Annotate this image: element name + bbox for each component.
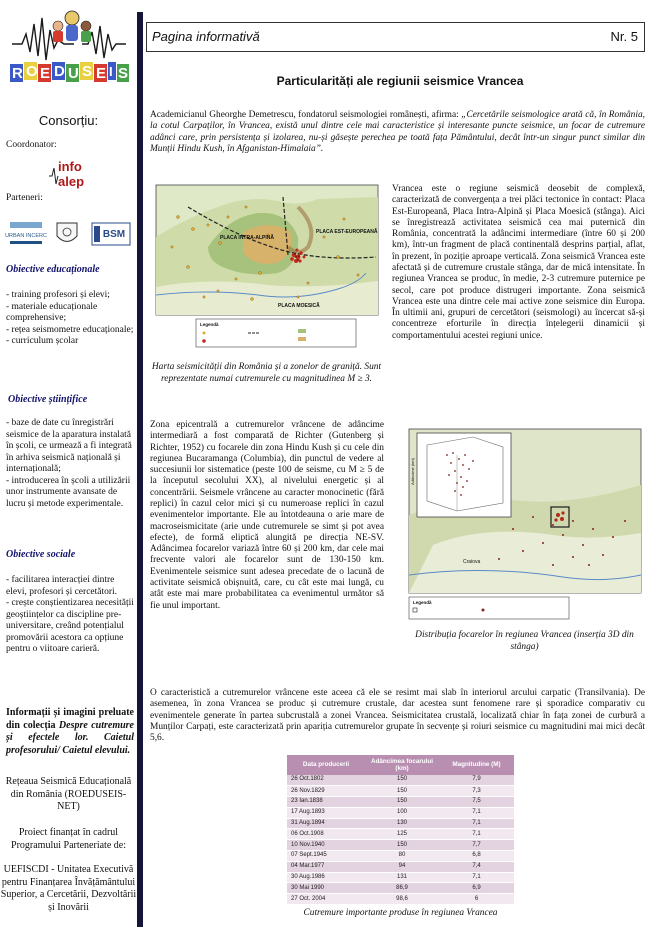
svg-text:O: O (26, 63, 38, 80)
cell-magnitude: 7,1 (439, 818, 514, 829)
educational-objectives-list: - training profesori și elevi; - materiale educaționale comprehensive; - rețea seismometre educaționale; - curriculum școlar (6, 290, 134, 347)
label-east-european-plate: PLACA EST-EUROPEANĂ (316, 229, 378, 235)
partners-label: Parteneri: (6, 193, 43, 203)
cell-magnitude: 7,9 (439, 775, 514, 786)
issue-number: Nr. 5 (610, 29, 638, 44)
logo-word: alep (58, 174, 85, 189)
educational-objectives-heading: Obiective educaționale (6, 264, 100, 275)
cell-magnitude: 6,8 (439, 851, 514, 862)
column-header-magnitude: Magnitudine (M) (439, 755, 514, 775)
cell-magnitude: 7,1 (439, 872, 514, 883)
cell-date: 17 Aug.1893 (287, 807, 365, 818)
vrancea-description: Vrancea este o regiune seismică deosebit de complexă, caracterizată de convergența a trei plăci tectonice în contact: Placa Est-Europeană, Placa Intra-Alpină și Placa Moesică (stânga). Aici se înregistrează activitatea seismică cea mai puternică din România, concentrată la adâncimi intermediare (între 60 și 200 km), într-un fragment de placă continentală desprins parțial, aflat, în prezent, în poziție aproape verticală. Zona seismică Vrancea este afectată și de cutremure crustale stânga, dar de mică intensitate. În regiunea Vrancea se produc, în medie, 2-3 cutremure puternice pe secol, care pot produce distrugeri importante. Zona seismică Vrancea este una dintre cele mai active zone seismice din Europa. În ultimii ani, grupuri de cercetători (seismologi) au încercat să-și concentreze eforturile în direcția înțelegerii dinamicii și comportamentului acestei regiuni unice. (392, 184, 645, 341)
scientific-objectives-heading: Obiective științifice (8, 394, 88, 405)
cell-magnitude: 7,3 (439, 786, 514, 797)
partner-name: BSM (102, 229, 126, 240)
cell-depth: 86,9 (365, 883, 439, 894)
roeduseis-logo (8, 4, 130, 90)
cell-date: 26 Nov.1829 (287, 786, 365, 797)
svg-text:S: S (118, 65, 129, 82)
article-title: Particularități ale regiunii seismice Vrancea (276, 74, 524, 88)
cell-date: 07 Sept.1945 (287, 851, 365, 862)
svg-text:R: R (12, 65, 23, 82)
cell-magnitude: 7,4 (439, 861, 514, 872)
social-objectives-list: - facilitarea interacției dintre elevi, profesori și cercetători. - crește conștientizarea necesității geoștiințelor ca discipline pre-universitare, creând potențialul promovării acestora ca opțiune pentru o viitoare carieră. (6, 575, 134, 655)
scientific-objectives-list: - baze de date cu înregistrări seismice de la aparatura instalată în școli, ce urmează a fi integrată în arhiva seismică națională și internațională; - introducerea în școli a utilizării unor instrumente avansate de lucru și metode experimentale. (6, 418, 132, 510)
cell-magnitude: 7,1 (439, 829, 514, 840)
map1-caption: Harta seismicității din România și a zonelor de graniță. Sunt reprezentate numai cutremurele cu magnitudinea M ≥ 3. (151, 362, 382, 384)
city-label-craiova: Craiova (463, 559, 481, 565)
column-header-depth: Adâncimea focarului (km) (365, 755, 439, 775)
cell-depth: 98,6 (365, 894, 439, 905)
university-crest-logo (52, 220, 82, 248)
cell-date: 10 Nov.1940 (287, 840, 365, 851)
cell-date: 26 Oct.1802 (287, 775, 365, 786)
label-intra-alpine-plate: PLACA INTRA-ALPINĂ (220, 235, 274, 241)
coordinator-label: Coordonator: (6, 140, 57, 150)
table-row (287, 894, 514, 905)
map1-legend-title: Legendă (200, 322, 219, 327)
cell-date: 30 Aug.1986 (287, 872, 365, 883)
crustal-seismicity-paragraph: O caracteristică a cutremurelor vrâncene este aceea că ele se resimt mai slab în interiorul arcului carpatic (Transilvania). De asemenea, în zona Vrancea se produc și cutremure crustale, dar acestea sunt fenomene rare și sporadice comparativ cu evenimentele generate în partea subcrustală a zonei Vrancea. Seismicitatea crustală, localizată chiar în fața zonei de curbură a Munților Carpați, este caracterizată prin apariția cutremurelor grupate în secvențe și roiuri seismice cu magnitudini mai mici decât 5,6. (150, 688, 645, 744)
table-row (287, 807, 514, 818)
table-row (287, 775, 514, 786)
map2-legend-title: Legendă (413, 600, 432, 605)
table-row (287, 786, 514, 797)
vrancea-focus-distribution-map (403, 425, 646, 622)
table-row (287, 818, 514, 829)
table-row (287, 851, 514, 862)
column-header-date: Data producerii (287, 755, 365, 775)
intro-lead: Academicianul Gheorghe Demetrescu, fondatorul seismologiei românești, afirma: (150, 110, 462, 120)
table-row (287, 883, 514, 894)
cell-depth: 150 (365, 775, 439, 786)
funder-name: UEFISCDI - Unitatea Executivă pentru Finanțarea Învățământului Superior, a Cercetării, Dezvoltării și Inovării (0, 864, 137, 913)
cell-depth: 80 (365, 851, 439, 862)
urban-incerc-logo (5, 220, 47, 248)
header-title: Pagina informativă (152, 29, 260, 44)
table-row (287, 829, 514, 840)
cell-magnitude: 6,9 (439, 883, 514, 894)
cell-magnitude: 7,7 (439, 840, 514, 851)
cell-depth: 150 (365, 797, 439, 808)
partner-logos (6, 220, 134, 248)
cell-date: 06 Oct.1908 (287, 829, 365, 840)
svg-text:E: E (96, 65, 107, 82)
logo-word: info (58, 159, 82, 174)
image-credits-lead: Informații și imagini preluate din colecția (6, 707, 134, 731)
image-credits-source: Despre cutremure și efectele lor. Caietul profesorului/ Caietul elevului. (6, 719, 134, 756)
cell-depth: 130 (365, 818, 439, 829)
consortium-heading: Consorțiu: (38, 113, 99, 128)
cell-magnitude: 6 (439, 894, 514, 905)
image-credits (6, 707, 134, 757)
cell-depth: 150 (365, 840, 439, 851)
svg-text:E: E (40, 65, 51, 82)
table-row (287, 861, 514, 872)
map2-caption: Distribuția focarelor în regiunea Vrancea (inserția 3D din stânga) (415, 630, 634, 652)
inset-depth-axis: Adâncime (km) (410, 458, 415, 485)
cell-depth: 94 (365, 861, 439, 872)
cell-date: 23 Ian.1838 (287, 797, 365, 808)
cell-magnitude: 7,1 (439, 807, 514, 818)
table-row (287, 797, 514, 808)
svg-text:U: U (68, 65, 79, 82)
network-name: Rețeaua Seismică Educațională din România (ROEDUSEIS-NET) (5, 776, 132, 812)
cell-date: 31 Aug.1894 (287, 818, 365, 829)
cell-depth: 131 (365, 872, 439, 883)
cell-date: 30 Mai 1990 (287, 883, 365, 894)
cell-depth: 150 (365, 786, 439, 797)
cell-magnitude: 7,5 (439, 797, 514, 808)
svg-text:S: S (82, 63, 93, 80)
table-row (287, 840, 514, 851)
bsm-logo (90, 220, 132, 248)
svg-text:D: D (54, 63, 65, 80)
funding-note: Proiect finanțat în cadrul Programului Parteneriate de: (11, 827, 126, 851)
sidebar-divider (137, 12, 143, 927)
major-earthquakes-table (287, 755, 514, 905)
svg-text:I: I (109, 64, 113, 79)
cell-date: 27 Oct. 2004 (287, 894, 365, 905)
partner-name: URBAN INCERC (5, 233, 47, 239)
page-header (146, 22, 645, 52)
cell-depth: 100 (365, 807, 439, 818)
table-caption: Cutremure importante produse în regiunea Vrancea (303, 908, 498, 918)
romania-seismicity-map (148, 177, 385, 350)
epicentral-zone-paragraph: Zona epicentrală a cutremurelor vrâncene de adâncime intermediară a fost comparată de Richter (Gutenberg și Richter, 1952) cu focarele din zona Hindu Kush și cu cele din regiunea Bucaramanga (Columbia), din punctul de vedere al succesiunii lor sistematice (peste 100 de seisme, cu M ≥ 5 de la începutul secolului XX), al nivelului energetic și al concentrării. Seismele vrâncene au caracter monocinetic (fără replici) în cazul celor mici și cu numeroase replici în cazul evenimentelor importante. Ele au întotdeauna o arie mare de macroseismicitate (arie unde cutremurele se simt și pot avea efecte), de formă eliptică alungită pe direcția NE-SV. Adâncimea focarelor variază între 60 și 200 km, dar cele mai frecvente valori ale focarelor sunt de 130-150 km. Evenimentele seismice sunt adesea precedate de o lacună de activitate seismică obișnuită, care, cu cât este mai lungă, cu atât este mai mare probabilitatea ca evenimentul următor să fie unul important. (150, 420, 384, 611)
table-row (287, 872, 514, 883)
infoalep-logo (48, 156, 88, 192)
label-moesian-plate: PLACA MOESICĂ (278, 303, 320, 309)
social-objectives-heading: Obiective sociale (6, 549, 76, 560)
cell-depth: 125 (365, 829, 439, 840)
cell-date: 04 Mar.1977 (287, 861, 365, 872)
intro-paragraph (150, 110, 645, 155)
intro-quote: „Cercetările seismologice arată că, în România, la cotul Carpaților, în Vrancea, există unul dintre cele mai caracteristice și interesante puncte seismice, un focar de cutremure adânci care, prin persistența și izolarea, nu-și găsește perechea pe toată fața Pământului, decât într-un singur punct similar din Munții Hindu Kush, în Afganistan-Himalaia”. (150, 110, 646, 154)
sidebar (0, 0, 137, 933)
